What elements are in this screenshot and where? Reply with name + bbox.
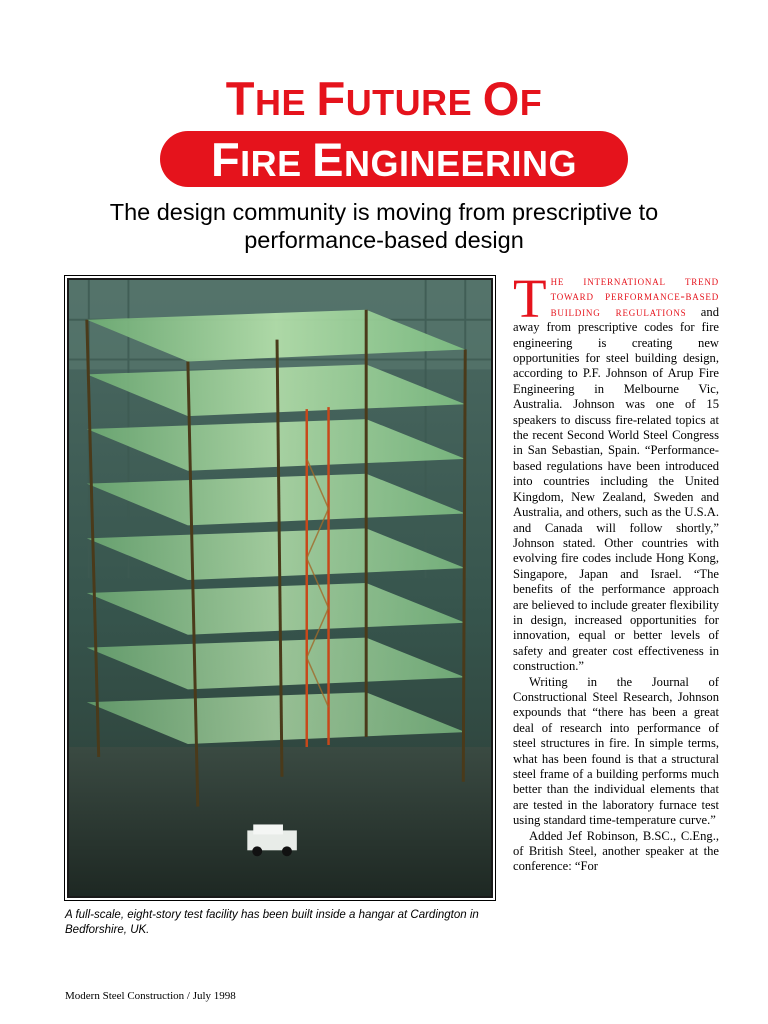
article-body xyxy=(513,268,719,875)
lead-in-caps: he international trend toward performance-based building regulations xyxy=(550,274,719,319)
article-paragraph-1 xyxy=(513,268,719,675)
title-segment: E xyxy=(312,133,345,186)
article-paragraph-2: Writing in the Journal of Constructional Steel Research, Johnson expounds that “there has been a great deal of research into performance of steel structures in fire. In simple terms, what has been found is that a structural steel frame of a building performs much better than the individual elements that are tested in the laboratory furnace test using standard time-temperature curve.” xyxy=(513,674,719,828)
title-segment: F xyxy=(316,72,346,125)
subtitle: The design community is moving from prescriptive to performance-based design xyxy=(109,199,659,253)
page-footer: Modern Steel Construction / July 1998 xyxy=(65,990,236,1002)
drop-cap: T xyxy=(513,268,547,329)
steel-frame-photo xyxy=(67,278,493,898)
title-segment: F xyxy=(519,82,543,123)
title-segment: HE xyxy=(254,82,317,123)
title-segment: F xyxy=(210,133,241,186)
title-segment: NGINEERING xyxy=(344,143,578,184)
paragraph-1-text: and away from prescriptive codes for fire engineering is creating new opportunities for steel building design, according to P.F. Johnson of Arup Fire Engineering in Melbourne Vic, Australia. Johnson was one of 15 speakers to discuss fire-related topics at the recent Second World Steel Congress in San Sebastian, Spain. “Performance-based regulations have been introduced into countries including the United Kingdom, New Zealand, Sweden and Australia, and others, such as the U.S.A. and Canada will follow shortly,” Johnson stated. Other countries with evolving fire codes include Hong Kong, Singapore, Japan and Israel. “The benefits of the performance approach are believed to include greater flexibility in design, increased opportunities for innovation, equal or better levels of safety and greater cost effectiveness in construction.” xyxy=(513,304,719,674)
title-segment: T xyxy=(225,72,255,125)
photo-caption: A full-scale, eight-story test facility has been built inside a hangar at Cardington in Bedforshire, UK. xyxy=(65,909,479,936)
steel-frame-illustration xyxy=(69,280,491,896)
title-line-1 xyxy=(0,74,768,128)
title-segment: O xyxy=(482,72,520,125)
title-segment: IRE xyxy=(240,143,313,184)
title-line-2 xyxy=(160,131,628,187)
article-paragraph-3: Added Jef Robinson, B.SC., C.Eng., of British Steel, another speaker at the conference: “For xyxy=(513,828,719,874)
title-segment: UTURE xyxy=(345,82,483,123)
